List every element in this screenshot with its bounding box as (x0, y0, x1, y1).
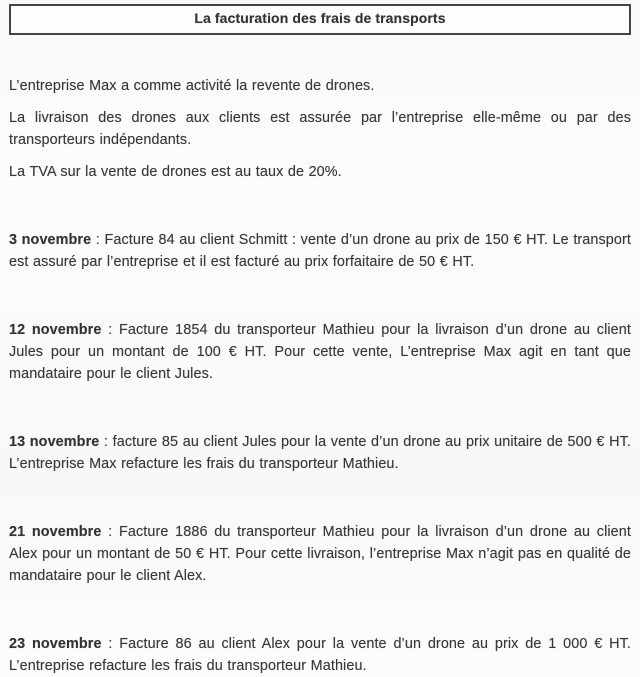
entry-date-nov23: 23 novembre (9, 636, 102, 652)
entry-paragraph-nov12 (9, 319, 631, 385)
entry-date-nov13: 13 novembre (9, 434, 100, 450)
page-title: La facturation des frais de transports (194, 10, 446, 26)
entry-paragraph-nov21 (9, 521, 631, 587)
entry-text-nov13: : facture 85 au client Jules pour la vente d’un drone au prix unitaire de 500 € HT. L’entreprise Max refacture les frais du transporteur Mathieu. (9, 434, 631, 472)
intro-paragraph-activity: L’entreprise Max a comme activité la revente de drones. (9, 78, 375, 94)
entry-paragraph-nov3 (9, 229, 631, 273)
entry-text-nov21: : Facture 1886 du transporteur Mathieu pour la livraison d’un drone au client Alex pour un montant de 50 € HT. Pour cette livraison, l’entreprise Max n’agit pas en qualité de mandataire pour le client Alex. (9, 524, 631, 584)
entry-date-nov21: 21 novembre (9, 524, 102, 540)
entry-text-nov3: : Facture 84 au client Schmitt : vente d’un drone au prix de 150 € HT. Le transport est assuré par l’entreprise et il est facturé au prix forfaitaire de 50 € HT. (9, 232, 632, 270)
entry-text-nov23: : Facture 86 au client Alex pour la vente d’un drone au prix de 1 000 € HT. L’entreprise refacture les frais du transporteur Mathieu. (9, 636, 631, 674)
entry-date-nov12: 12 novembre (9, 322, 102, 338)
entry-paragraph-nov13 (9, 431, 631, 475)
entry-paragraph-nov23 (9, 633, 631, 677)
intro-paragraph-delivery: La livraison des drones aux clients est assurée par l’entreprise elle-même ou par des transporteurs indépendants. (9, 110, 631, 148)
entry-text-nov12: : Facture 1854 du transporteur Mathieu pour la livraison d’un drone au client Jules pour un montant de 100 € HT. Pour cette vente, L’entreprise Max agit en tant que mandataire pour le client Jules. (9, 322, 631, 382)
entry-date-nov3: 3 novembre (9, 232, 92, 248)
title-box (9, 4, 631, 35)
intro-paragraph-vat: La TVA sur la vente de drones est au taux de 20%. (9, 164, 342, 180)
